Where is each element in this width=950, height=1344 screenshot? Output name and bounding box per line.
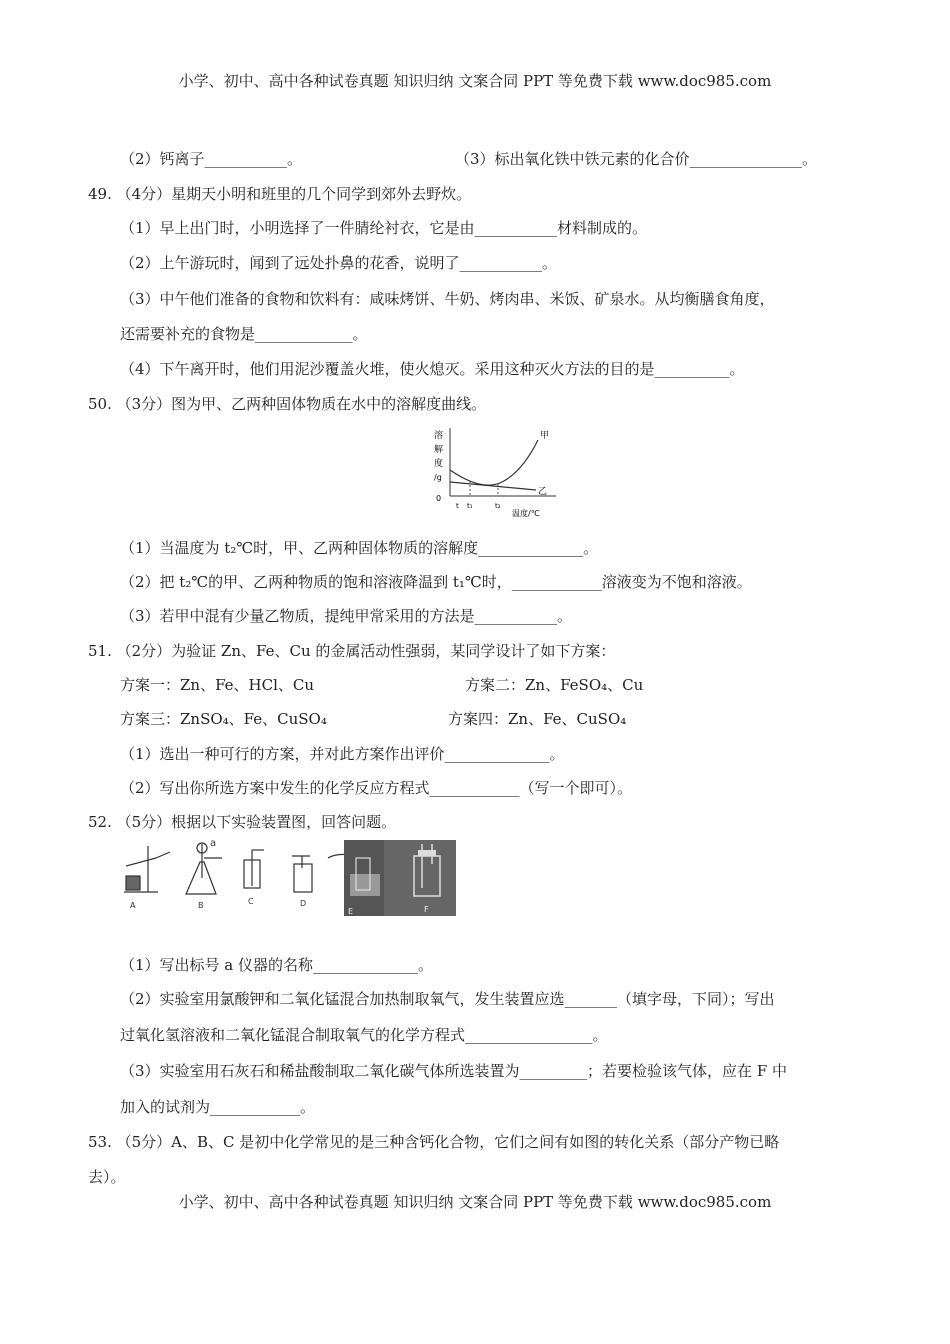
apparatus-e — [328, 840, 384, 916]
curve-yi — [450, 482, 536, 490]
q51-plan4: 方案四：Zn、Fe、CuSO₄ — [448, 710, 627, 728]
x-axis-label: 温度/℃ — [512, 509, 540, 518]
label-c: C — [248, 897, 254, 906]
apparatus-c — [244, 850, 264, 888]
y-axis-label-2: 解 — [434, 445, 444, 455]
apparatus-figure — [118, 838, 458, 918]
q51-part1: （1）选出一种可行的方案，并对此方案作出评价______________。 — [120, 745, 565, 763]
tick-t1: t₁ — [467, 502, 473, 510]
q53-line1: 53. （5分）A、B、C 是初中化学常见的是三种含钙化合物，它们之间有如图的转化关系（部分产物已略 — [88, 1133, 780, 1151]
y-axis-label-1: 溶 — [434, 431, 444, 441]
y-axis-label-4: /g — [434, 473, 442, 482]
y-axis-label-3: 度 — [434, 459, 444, 469]
apparatus-f — [384, 840, 456, 916]
q52-part1: （1）写出标号 a 仪器的名称______________。 — [120, 956, 434, 974]
q52-part2-line2: 过氧化氢溶液和二氧化锰混合制取氧气的化学方程式_________________。 — [120, 1026, 608, 1044]
label-f: F — [424, 905, 429, 914]
q51-plan3: 方案三：ZnSO₄、Fe、CuSO₄ — [120, 710, 327, 728]
q51-part2: （2）写出你所选方案中发生的化学反应方程式____________（写一个即可）。 — [120, 779, 633, 797]
q48-part3: （3）标出氧化铁中铁元素的化合价_______________。 — [455, 150, 818, 168]
page-footer: 小学、初中、高中各种试卷真题 知识归纳 文案合同 PPT 等免费下载 www.doc985.com — [178, 1193, 772, 1211]
q51-title: 51. （2分）为验证 Zn、Fe、Cu 的金属活动性强弱，某同学设计了如下方案： — [88, 642, 616, 660]
q48-part2: （2）钙离子___________。 — [120, 150, 303, 168]
apparatus-b — [186, 843, 222, 894]
q50-title: 50. （3分）图为甲、乙两种固体物质在水中的溶解度曲线。 — [88, 395, 487, 413]
label-yi: 乙 — [538, 487, 548, 497]
apparatus-d — [292, 856, 312, 892]
q50-part1: （1）当温度为 t₂℃时，甲、乙两种固体物质的溶解度______________。 — [120, 539, 599, 557]
label-jia: 甲 — [540, 431, 550, 441]
tick-t: t — [456, 502, 459, 510]
q49-part3-line1: （3）中午他们准备的食物和饮料有：咸味烤饼、牛奶、烤肉串、米饭、矿泉水。从均衡膳食角度， — [120, 290, 775, 308]
q53-line2: 去）。 — [88, 1168, 126, 1186]
q49-title: 49. （4分）星期天小明和班里的几个同学到郊外去野炊。 — [88, 185, 472, 203]
label-b: B — [198, 901, 204, 910]
apparatus-a — [124, 846, 170, 892]
origin-label: 0 — [436, 494, 442, 503]
curve-jia — [450, 440, 538, 485]
label-e: E — [348, 907, 354, 916]
q51-plan2: 方案二：Zn、FeSO₄、Cu — [465, 676, 644, 694]
page-header: 小学、初中、高中各种试卷真题 知识归纳 文案合同 PPT 等免费下载 www.doc985.com — [178, 72, 772, 90]
q52-title: 52. （5分）根据以下实验装置图，回答问题。 — [88, 813, 397, 831]
q49-part1: （1）早上出门时，小明选择了一件腈纶衬衣，它是由___________材料制成的。 — [120, 219, 648, 237]
label-a: A — [130, 901, 136, 910]
q49-part4: （4）下午离开时，他们用泥沙覆盖火堆，使火熄灭。采用这种灭火方法的目的是__________。 — [120, 360, 745, 378]
label-mark-a: a — [210, 838, 217, 849]
q51-plan1: 方案一：Zn、Fe、HCl、Cu — [120, 676, 315, 694]
solubility-curve-figure — [432, 424, 562, 520]
q52-part2-line1: （2）实验室用氯酸钾和二氧化锰混合加热制取氧气，发生装置应选_______（填字母，下同）；写出 — [120, 990, 775, 1008]
q50-part3: （3）若甲中混有少量乙物质，提纯甲常采用的方法是___________。 — [120, 607, 573, 625]
q49-part3-line2: 还需要补充的食物是_____________。 — [120, 325, 368, 343]
q52-part3-line2: 加入的试剂为____________。 — [120, 1098, 316, 1116]
q52-part3-line1: （3）实验室用石灰石和稀盐酸制取二氧化碳气体所选装置为_________；若要检验该气体，应在 F 中 — [120, 1062, 787, 1080]
tick-t2: t₂ — [495, 502, 501, 510]
q50-part2: （2）把 t₂℃的甲、乙两种物质的饱和溶液降温到 t₁℃时，____________溶液变为不饱和溶液。 — [120, 573, 752, 591]
q49-part2: （2）上午游玩时，闻到了远处扑鼻的花香，说明了___________。 — [120, 254, 558, 272]
label-d: D — [300, 899, 307, 908]
